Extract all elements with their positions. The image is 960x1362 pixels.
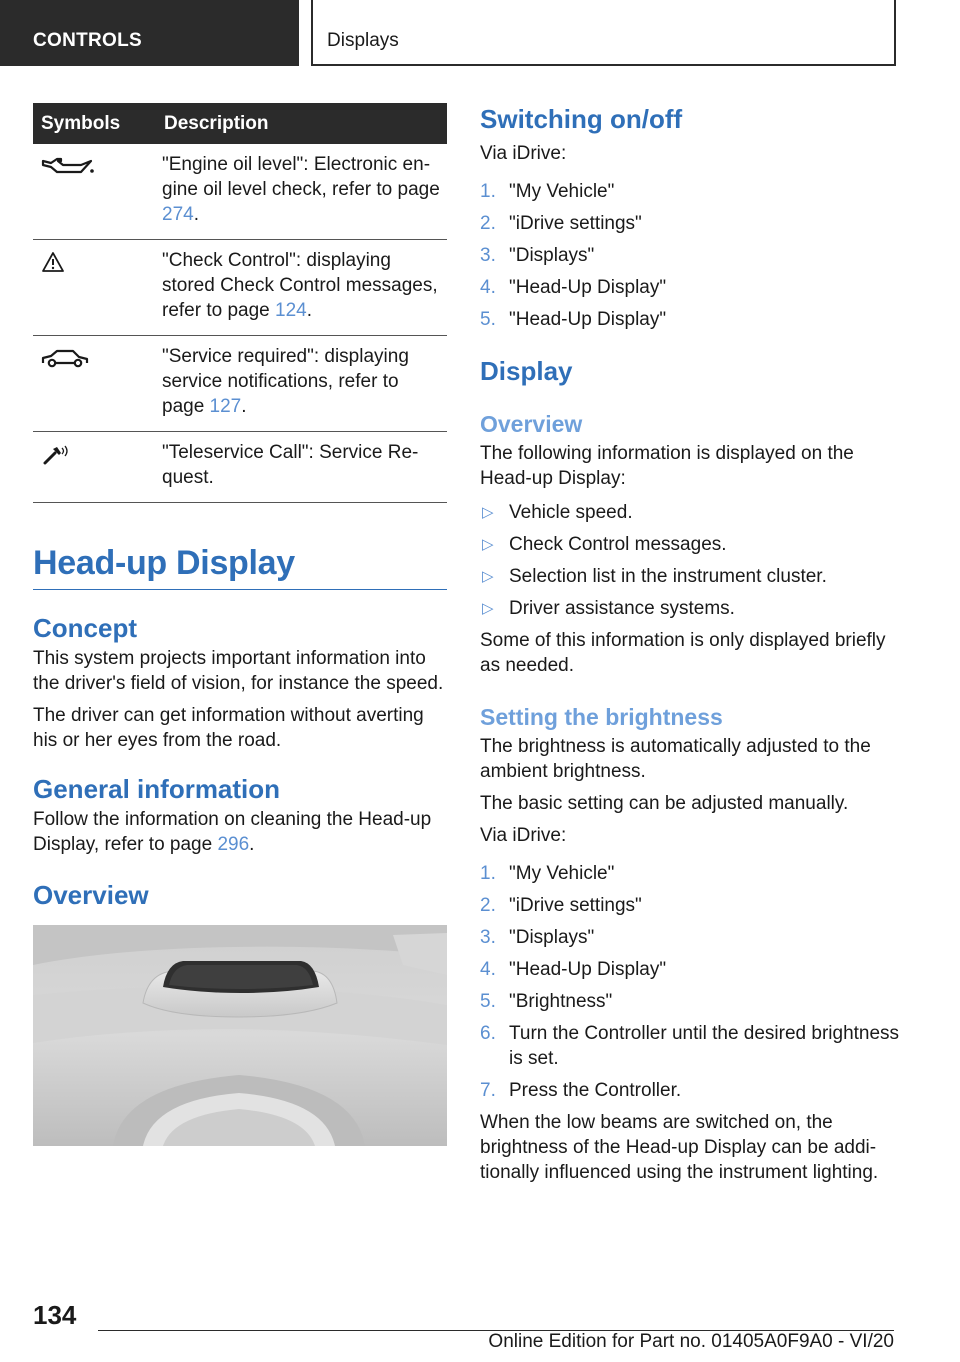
step-text: "iDrive settings" (509, 213, 642, 234)
list-item (480, 211, 900, 236)
list-item (480, 179, 900, 204)
brightness-paragraph: The basic setting can be adjusted manually. (480, 793, 849, 814)
page-link[interactable]: 274 (162, 204, 194, 225)
step-number: 2. (480, 213, 496, 234)
general-information-heading: General information (33, 774, 281, 804)
head-up-display-photo (33, 925, 447, 1146)
list-item (480, 532, 900, 557)
bullet-text: Selection list in the instrument cluster. (509, 566, 827, 587)
step-number: 1. (480, 863, 496, 884)
step-number: 3. (480, 927, 496, 948)
table-row (33, 144, 447, 240)
table-row (33, 336, 447, 432)
display-heading: Display (480, 356, 573, 386)
list-item (480, 925, 900, 950)
via-idrive-label: Via iDrive: (480, 143, 567, 164)
step-number: 2. (480, 895, 496, 916)
step-number: 1. (480, 181, 496, 202)
step-text: "iDrive settings" (509, 895, 642, 916)
triangle-bullet-icon: ▷ (482, 504, 494, 521)
right-column (480, 103, 900, 1185)
concept-paragraph: This system projects important information into the driver's field of vision, for instance the speed. (33, 648, 444, 694)
steps-list (480, 861, 900, 1103)
list-item (480, 1021, 900, 1071)
step-text: Press the Controller. (509, 1080, 682, 1101)
table-row (33, 240, 447, 336)
step-number: 7. (480, 1080, 496, 1101)
list-item (480, 564, 900, 589)
overview-subheading: Overview (480, 411, 583, 437)
list-item (480, 275, 900, 300)
table-row (33, 432, 447, 503)
list-item (480, 500, 900, 525)
table-cell-description: "Service required": displaying service notifications, refer to page 127. (162, 336, 447, 432)
step-text: "Displays" (509, 245, 595, 266)
oil-can-icon (41, 155, 97, 177)
table-header-description: Description (162, 103, 447, 144)
general-information-paragraph: Follow the information on cleaning the Head-up Display, refer to page 296. (33, 809, 432, 855)
step-number: 4. (480, 959, 496, 980)
step-text: "Brightness" (509, 991, 613, 1012)
table-header-symbols: Symbols (33, 103, 162, 144)
triangle-bullet-icon: ▷ (482, 600, 494, 617)
edition-note: Online Edition for Part no. 01405A0F9A0 - VI/20 (488, 1331, 894, 1352)
step-text: "My Vehicle" (509, 181, 615, 202)
step-number: 6. (480, 1023, 496, 1044)
concept-paragraph: The driver can get information without averting his or her eyes from the road. (33, 705, 424, 751)
steps-list (480, 179, 900, 332)
step-text: "Displays" (509, 927, 595, 948)
step-text: "Head-Up Display" (509, 959, 667, 980)
page-link[interactable]: 127 (209, 396, 242, 417)
list-item (480, 957, 900, 982)
bullet-text: Vehicle speed. (509, 502, 633, 523)
step-number: 3. (480, 245, 496, 266)
overview-heading: Overview (33, 880, 149, 910)
brightness-paragraph: The brightness is automatically adjusted to the ambient brightness. (480, 736, 871, 782)
symbols-table (33, 103, 447, 503)
step-text: "My Vehicle" (509, 863, 615, 884)
warning-triangle-icon (41, 251, 65, 273)
page-title: Head-up Display (33, 543, 447, 590)
step-number: 5. (480, 991, 496, 1012)
list-item (480, 989, 900, 1014)
bullet-text: Check Control messages. (509, 534, 727, 555)
wrench-signal-icon (41, 443, 73, 465)
step-text: Turn the Controller until the desired brightness is set. (509, 1023, 900, 1069)
triangle-bullet-icon: ▷ (482, 568, 494, 585)
car-service-icon (41, 347, 89, 369)
brightness-heading: Setting the brightness (480, 704, 723, 730)
chapter-tab: Displays (311, 0, 896, 66)
list-item (480, 243, 900, 268)
step-text: "Head-Up Display" (509, 309, 667, 330)
overview-paragraph: Some of this information is only displayed briefly as needed. (480, 630, 886, 676)
table-cell-description: "Engine oil level": Electronic engine oil level check, refer to page 274. (162, 144, 447, 240)
step-number: 5. (480, 309, 496, 330)
list-item (480, 861, 900, 886)
via-idrive-label: Via iDrive: (480, 825, 567, 846)
step-text: "Head-Up Display" (509, 277, 667, 298)
list-item (480, 596, 900, 621)
switching-heading: Switching on/off (480, 104, 683, 134)
left-column (33, 103, 447, 1146)
concept-heading: Concept (33, 613, 137, 643)
section-tab: CONTROLS (0, 0, 299, 66)
list-item (480, 1078, 900, 1103)
bullet-text: Driver assistance systems. (509, 598, 735, 619)
info-list (480, 500, 900, 621)
final-paragraph: When the low beams are switched on, the brightness of the Head-up Display can be additionally influenced using the instrument lighting. (480, 1112, 879, 1183)
triangle-bullet-icon: ▷ (482, 536, 494, 553)
table-cell-description: "Check Control": displaying stored Check Control messages, refer to page 124. (162, 240, 447, 336)
page-link[interactable]: 124 (275, 300, 307, 321)
overview-paragraph: The following information is displayed on the Head-up Display: (480, 443, 854, 489)
step-number: 4. (480, 277, 496, 298)
list-item (480, 307, 900, 332)
page-number: 134 (33, 1300, 77, 1330)
page-link[interactable]: 296 (217, 834, 250, 855)
table-cell-description: "Teleservice Call": Service Request. (162, 432, 447, 503)
list-item (480, 893, 900, 918)
